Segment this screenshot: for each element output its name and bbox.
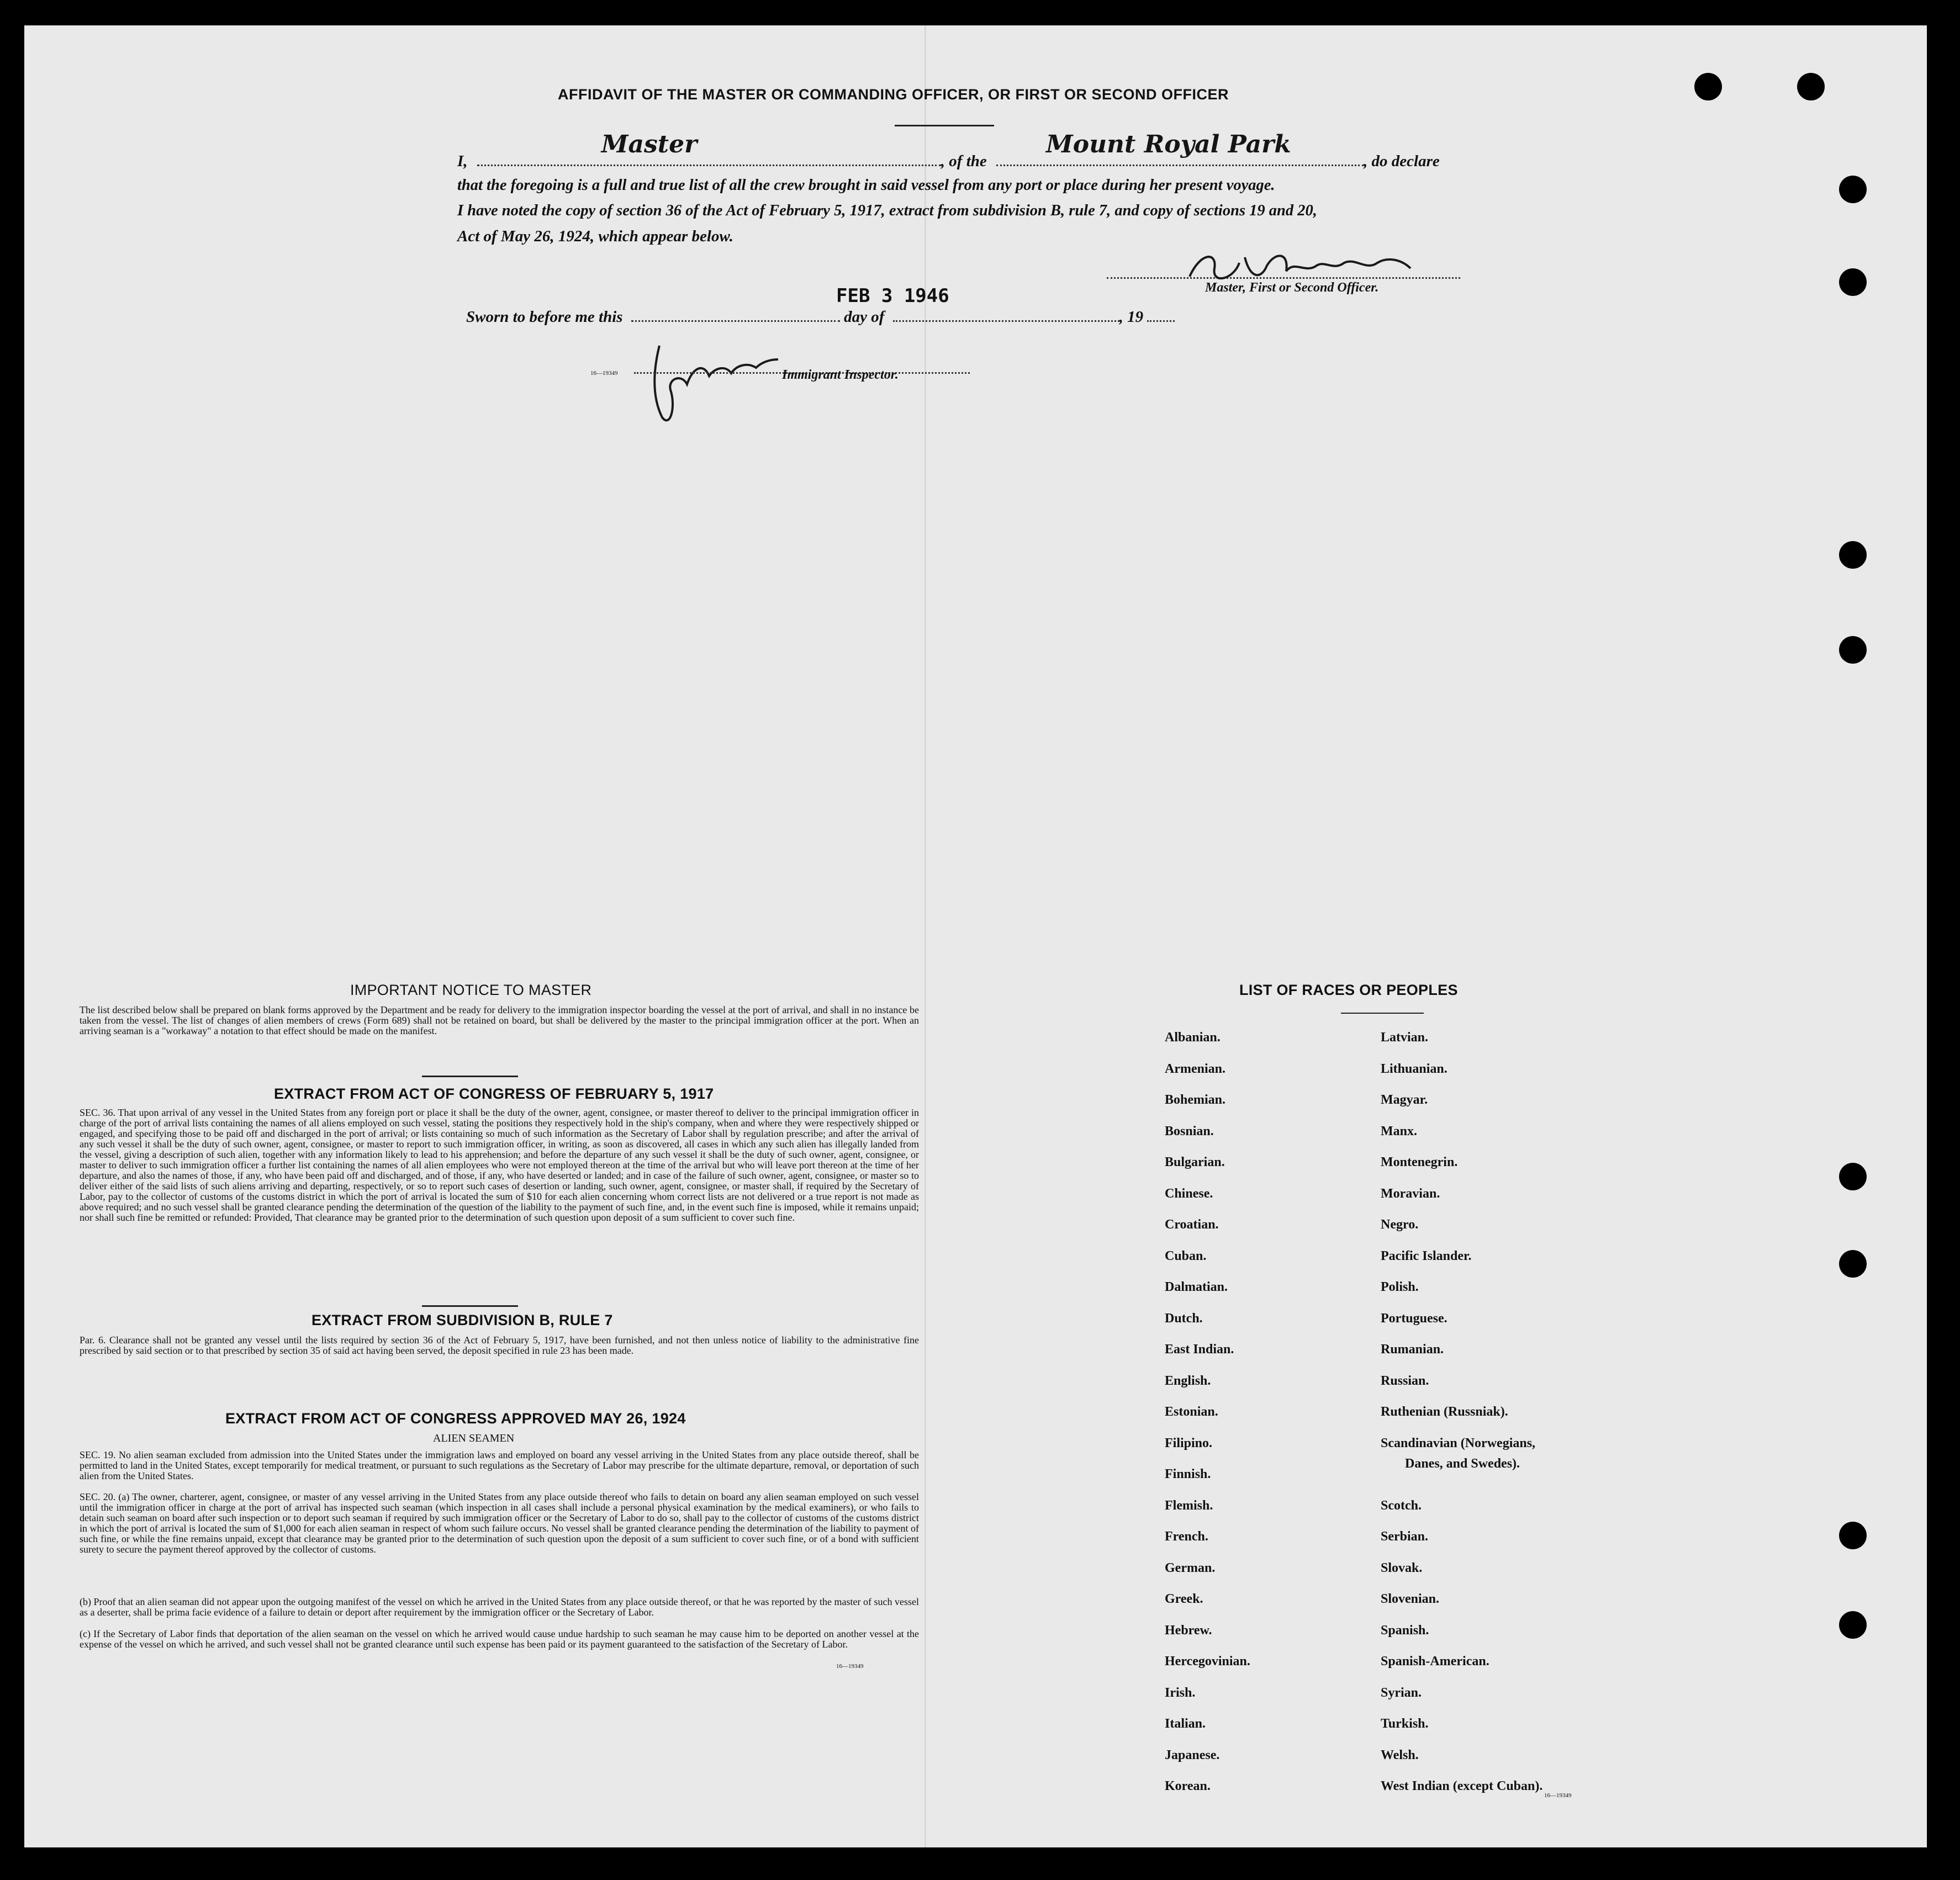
race-item: Lithuanian. (1381, 1061, 1447, 1076)
race-item: Dutch. (1165, 1311, 1203, 1326)
race-item: Rumanian. (1381, 1342, 1444, 1357)
race-item: German. (1165, 1560, 1216, 1575)
race-item: Welsh. (1381, 1747, 1419, 1762)
sworn-label: Sworn to before me this (466, 308, 623, 326)
races-title: LIST OF RACES OR PEOPLES (1239, 982, 1458, 998)
race-item: Russian. (1381, 1373, 1429, 1388)
inspector-form-number: 16—19349 (590, 370, 618, 377)
race-item: West Indian (except Cuban). (1381, 1779, 1543, 1793)
race-item: Hebrew. (1165, 1623, 1212, 1638)
day-of-label: day of (844, 308, 885, 326)
title-divider (895, 125, 994, 126)
punch-hole (1839, 1522, 1867, 1549)
sworn-line (466, 307, 1175, 326)
race-item: Irish. (1165, 1685, 1196, 1700)
extract-1924-sec20c: (c) If the Secretary of Labor finds that deportation of the alien seaman on the vessel on which he arrived would cause undue hardship to such seaman he may cause him to be deported on another vessel at the expense of the vessel on which he arrived, and such vessel shall not be granted clearance until such expense has been paid or its payment guaranteed to the satisfaction of the Secretary of Labor. (80, 1628, 919, 1650)
race-item: Finnish. (1165, 1467, 1211, 1481)
race-item: Flemish. (1165, 1498, 1213, 1513)
of-the-label: , of the (941, 152, 987, 170)
race-item: Armenian. (1165, 1061, 1225, 1076)
race-item: Latvian. (1381, 1030, 1429, 1045)
race-item: Estonian. (1165, 1405, 1218, 1419)
notice-text: The list described below shall be prepared on blank forms approved by the Department and be ready for delivery to the immigration inspector boarding the vessel at the port of arrival, and shall in no instance be taken from the vessel. The list of changes of alien members of crews (Form 689) shall not be retained on board, but shall be delivered by the master to the principal immigration officer at the port. When an arriving seaman is a "workaway" a notation to that effect should be made on the manifest. (80, 1004, 919, 1036)
race-item: Croatian. (1165, 1217, 1219, 1232)
race-item: Slovenian. (1381, 1592, 1440, 1606)
race-item: Portuguese. (1381, 1311, 1447, 1326)
race-item: Moravian. (1381, 1186, 1440, 1201)
document-page (24, 25, 1927, 1847)
master-handwritten: Master (601, 130, 698, 158)
race-item: Italian. (1165, 1717, 1206, 1731)
race-item: Cuban. (1165, 1248, 1207, 1263)
race-item: Spanish-American. (1381, 1654, 1489, 1669)
sworn-year-field (1147, 307, 1175, 322)
race-item: English. (1165, 1373, 1211, 1388)
race-item: Bosnian. (1165, 1124, 1214, 1138)
year-label: , 19 (1119, 308, 1144, 326)
race-item: Ruthenian (Russniak). (1381, 1405, 1508, 1419)
vessel-name-handwritten: Mount Royal Park (1046, 130, 1291, 158)
race-item: East Indian. (1165, 1342, 1234, 1357)
sworn-day-field (631, 307, 840, 322)
date-stamp: FEB 3 1946 (836, 285, 949, 307)
race-item: Korean. (1165, 1779, 1211, 1793)
extract-1917-text: SEC. 36. That upon arrival of any vessel in the United States from any foreign port or place it shall be the duty of the owner, agent, consignee, or master thereof to deliver to the principal immigration officer in charge of the port of arrival lists containing the names of all aliens employed on such vessel, stating the positions they respectively hold in the ship's company, when and where they were respectively shipped or engaged, and specifying those to be paid off and discharged in the port of arrival; or lists containing so much of such information as the Secretary of Labor shall by regulation prescribe; and after the arrival of any such vessel it shall be the duty of such owner, agent, consignee, or master to report to such immigration officer, in writing, as soon as discovered, all cases in which any such alien has illegally landed from the vessel, giving a description of such alien, together with any information likely to lead to his apprehension; and before the departure of any such vessel it shall be the duty of such owner, agent, consignee, or master to deliver to such immigration officer a further list containing the names of all alien employees who were not employed thereon at the time of the arrival but who will leave port thereon at the time of her departure, and also the names of those, if any, who have been paid off and discharged, and of those, if any, who have deserted or landed; and in case of the failure of such owner, agent, consignee, or master so to deliver either of the said lists of such aliens arriving and departing, respectively, or so to report such cases of desertion or landing, such owner, agent, consignee, or master shall, if required by the Secretary of Labor, pay to the collector of customs of the customs district in which the port of arrival is located the sum of $10 for each alien concerning whom correct lists are not delivered or a true report is not made as above required; and no such vessel shall be granted clearance pending the determination of the question of the liability to the payment of such fine, and, in the event such fine is imposed, while it remains unpaid; nor shall such fine be remitted or refunded: Provided, That clearance may be granted prior to the determination of such question upon deposit of a sum sufficient to cover such fine. (80, 1107, 919, 1223)
race-item: Montenegrin. (1381, 1155, 1458, 1169)
sworn-month-field (893, 307, 1119, 322)
race-item: Syrian. (1381, 1685, 1422, 1700)
punch-hole (1839, 1611, 1867, 1639)
i-label: I, (457, 152, 468, 170)
race-item: Spanish. (1381, 1623, 1429, 1638)
race-item: Turkish. (1381, 1717, 1429, 1731)
extract-form-number: 16—19349 (836, 1663, 864, 1670)
race-item: Negro. (1381, 1217, 1419, 1232)
race-item: Japanese. (1165, 1747, 1220, 1762)
extract-1917-divider (422, 1305, 518, 1307)
notice-divider (422, 1076, 518, 1077)
extract-1924-sec20b: (b) Proof that an alien seaman did not appear upon the outgoing manifest of the vessel on which he arrived in the United States from any place outside thereof, or that he was reported by the master of such vessel as a deserter, shall be prima facie evidence of a failure to detain or deport after requirement by the immigration officer or the Secretary of Labor. (80, 1596, 919, 1618)
race-item: Dalmatian. (1165, 1280, 1228, 1294)
extract-rule7-text: Par. 6. Clearance shall not be granted any vessel until the lists required by section 36 of the Act of February 5, 1917, have been furnished, and not then unless notice of liability to the administrative fine prescribed by said section or to that prescribed by section 35 of said act having been served, the deposit specified in rule 23 has been made. (80, 1334, 919, 1356)
race-item: Pacific Islander. (1381, 1248, 1472, 1263)
race-item: Filipino. (1165, 1436, 1213, 1450)
declaration-line-1 (457, 130, 1440, 171)
declaration-line-4: Act of May 26, 1924, which appear below. (457, 227, 733, 245)
race-item: Slovak. (1381, 1560, 1423, 1575)
punch-hole (1839, 176, 1867, 203)
alien-seamen-subtitle: ALIEN SEAMEN (433, 1432, 515, 1444)
race-item: Chinese. (1165, 1186, 1213, 1201)
race-item: Manx. (1381, 1124, 1417, 1138)
extract-1924-sec19: SEC. 19. No alien seaman excluded from admission into the United States under the immigration laws and employed on board any vessel arriving in the United States from any place outside thereof, shall be permitted to land in the United States, except temporarily for medical treatment, or pursuant to such regulations as the Secretary of Labor may prescribe for the ultimate departure, removal, or deportation of such alien from the United States. (80, 1449, 919, 1481)
punch-hole (1839, 541, 1867, 569)
notice-title: IMPORTANT NOTICE TO MASTER (350, 982, 592, 998)
race-item: Scandinavian (Norwegians, (1381, 1436, 1536, 1450)
inspector-caption: Immigrant Inspector. (782, 368, 899, 382)
punch-hole (1839, 268, 1867, 296)
race-item: Bohemian. (1165, 1093, 1226, 1107)
punch-hole (1839, 1163, 1867, 1190)
master-field (477, 130, 941, 166)
punch-hole (1694, 73, 1722, 100)
punch-hole (1839, 1250, 1867, 1278)
race-item: Bulgarian. (1165, 1155, 1225, 1169)
extract-1924-sec20a: SEC. 20. (a) The owner, charterer, agent, consignee, or master of any vessel arriving in the United States from any place outside thereof who fails to detain on board any alien seaman employed on such vessel until the immigration officer in charge at the port of arrival has inspected such seaman (which inspection in all cases shall include a personal physical examination by the medical examiners), or who fails to detain such seaman on board after such inspection or to deport such seaman if required by such immigration officer or the Secretary of Labor to do so, shall pay to the collector of customs of the customs district in which the port of arrival is located the sum of $1,000 for each alien seaman in respect of whom such failure occurs. No vessel shall be granted clearance pending the determination of the liability to payment of such fine, or while the fine remains unpaid, except that clearance may be granted prior to the determination of such question upon the deposit of a sum sufficient to cover such fine, or of a bond with sufficient surety to secure the payment thereof approved by the collector of customs. (80, 1491, 919, 1555)
race-item: Serbian. (1381, 1529, 1429, 1544)
races-form-number: 16—19349 (1544, 1792, 1572, 1799)
race-item: Scotch. (1381, 1498, 1422, 1513)
do-declare-label: , do declare (1364, 152, 1440, 170)
affidavit-title: AFFIDAVIT OF THE MASTER OR COMMANDING OFFICER, OR FIRST OR SECOND OFFICER (558, 86, 1229, 103)
extract-1917-title: EXTRACT FROM ACT OF CONGRESS OF FEBRUARY 5, 1917 (274, 1085, 714, 1102)
race-item: Greek. (1165, 1592, 1203, 1606)
extract-1924-title: EXTRACT FROM ACT OF CONGRESS APPROVED MAY 26, 1924 (225, 1410, 686, 1427)
race-scandinavian-continued: Danes, and Swedes). (1405, 1457, 1520, 1471)
extract-rule7-title: EXTRACT FROM SUBDIVISION B, RULE 7 (311, 1312, 613, 1328)
inspector-signature (637, 335, 781, 428)
master-signature (1184, 246, 1416, 285)
punch-hole (1839, 636, 1867, 664)
declaration-line-2: that the foregoing is a full and true list of all the crew brought in said vessel from any port or place during her present voyage. (457, 177, 1275, 194)
declaration-line-3: I have noted the copy of section 36 of the Act of February 5, 1917, extract from subdivision B, rule 7, and copy of sections 19 and 20, (457, 202, 1317, 219)
punch-hole (1797, 73, 1825, 100)
race-item: Magyar. (1381, 1093, 1428, 1107)
races-divider (1341, 1013, 1424, 1014)
race-item: Albanian. (1165, 1030, 1221, 1045)
master-caption: Master, First or Second Officer. (1205, 280, 1379, 295)
race-item: French. (1165, 1529, 1208, 1544)
vessel-field (996, 130, 1364, 166)
race-item: Hercegovinian. (1165, 1654, 1250, 1669)
race-item: Polish. (1381, 1280, 1419, 1294)
